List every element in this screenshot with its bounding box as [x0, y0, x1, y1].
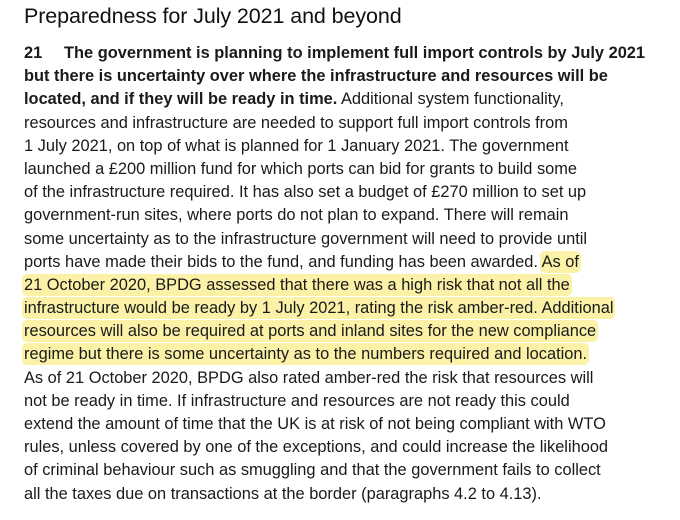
- bold-text: The government is planning to implement full import controls by July 2021: [64, 44, 646, 62]
- body-text: some uncertainty as to the infrastructure government will need to provide until: [24, 229, 588, 248]
- paragraph-line: [24, 251, 674, 274]
- highlighted-text: resources will also be required at ports and inland sites for the new compliance: [24, 322, 597, 341]
- body-text: ports have made their bids to the fund, and funding has been awarded.: [24, 252, 542, 271]
- highlighted-text: 21 October 2020, BPDG assessed that there was a high risk that not all the: [24, 275, 570, 294]
- highlighted-text: As of: [541, 252, 579, 271]
- body-text: rules, unless covered by one of the exceptions, and could increase the likelihood: [24, 438, 609, 457]
- paragraph-line: [24, 112, 674, 135]
- paragraph-line: [24, 436, 674, 459]
- body-text: not be ready in time. If infrastructure and resources are not ready this could: [24, 391, 570, 410]
- paragraph-line: [24, 483, 674, 506]
- body-text: of the infrastructure required. It has also set a budget of £270 million to set up: [24, 183, 587, 202]
- paragraph-line: [24, 158, 674, 181]
- body-text: 1 July 2021, on top of what is planned for 1 January 2021. The government: [24, 136, 569, 155]
- paragraph-21: [24, 42, 674, 506]
- paragraph-line: [24, 135, 674, 158]
- paragraph-line: [24, 65, 674, 88]
- paragraph-line: [24, 42, 674, 65]
- paragraph-line: [24, 320, 674, 343]
- body-text: all the taxes due on transactions at the border (paragraphs 4.2 to 4.13).: [24, 484, 542, 503]
- paragraph-number: 21: [24, 44, 43, 62]
- paragraph-line: [24, 367, 674, 390]
- paragraph-line: [24, 343, 674, 366]
- body-text: launched a £200 million fund for which ports can bid for grants to build some: [24, 159, 578, 178]
- paragraph-line: [24, 228, 674, 251]
- paragraph-line: [24, 390, 674, 413]
- body-text: As of 21 October 2020, BPDG also rated amber-red the risk that resources will: [24, 368, 594, 387]
- body-text: of criminal behaviour such as smuggling and that the government fails to collect: [24, 461, 601, 480]
- body-text: resources and infrastructure are needed to support full import controls from: [24, 113, 568, 132]
- paragraph-line: [24, 88, 674, 111]
- bold-text: but there is uncertainty over where the infrastructure and resources will be: [24, 67, 608, 86]
- paragraph-line: [24, 413, 674, 436]
- body-text: Additional system functionality,: [337, 90, 564, 109]
- paragraph-line: [24, 297, 674, 320]
- body-text: government-run sites, where ports do not plan to expand. There will remain: [24, 206, 569, 225]
- paragraph-line: [24, 274, 674, 297]
- paragraph-line: [24, 204, 674, 227]
- paragraph-line: [24, 181, 674, 204]
- paragraph-line: [24, 459, 674, 482]
- highlighted-text: infrastructure would be ready by 1 July 2021, rating the risk amber-red. Additional: [24, 299, 614, 318]
- section-heading: Preparedness for July 2021 and beyond: [24, 4, 402, 28]
- body-text: extend the amount of time that the UK is at risk of not being compliant with WTO: [24, 415, 606, 433]
- bold-text: located, and if they will be ready in time.: [24, 90, 338, 109]
- highlighted-text: regime but there is some uncertainty as to the numbers required and location.: [24, 345, 588, 364]
